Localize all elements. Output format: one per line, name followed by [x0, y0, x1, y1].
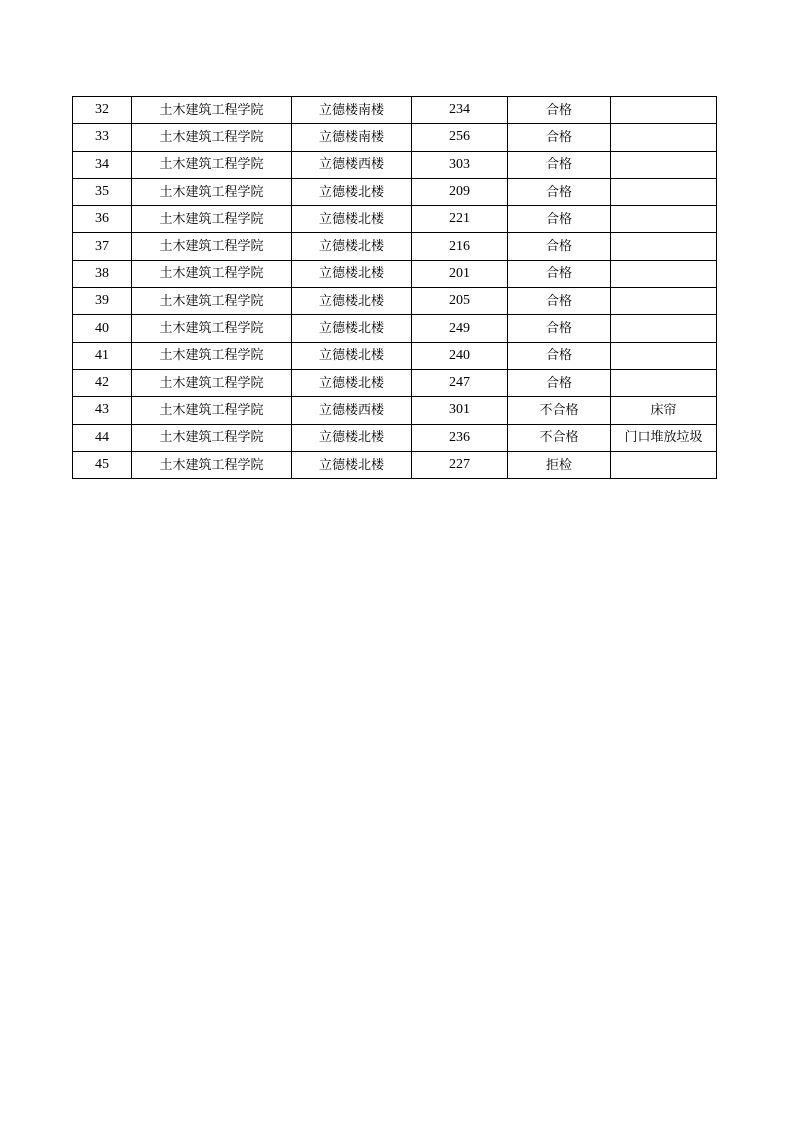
- room-number: 234: [412, 97, 508, 124]
- inspection-result: 合格: [508, 288, 611, 315]
- room-number: 221: [412, 206, 508, 233]
- row-number: 41: [73, 342, 132, 369]
- remark: [611, 451, 717, 478]
- row-number: 35: [73, 178, 132, 205]
- room-number: 227: [412, 451, 508, 478]
- table-row: [73, 151, 717, 178]
- building-name: 立德楼北楼: [292, 206, 412, 233]
- remark: 门口堆放垃圾: [611, 424, 717, 451]
- college-name: 土木建筑工程学院: [132, 288, 292, 315]
- table-row: [73, 260, 717, 287]
- row-number: 39: [73, 288, 132, 315]
- building-name: 立德楼南楼: [292, 124, 412, 151]
- table-row: [73, 451, 717, 478]
- building-name: 立德楼北楼: [292, 315, 412, 342]
- room-number: 301: [412, 397, 508, 424]
- row-number: 38: [73, 260, 132, 287]
- inspection-result: 合格: [508, 97, 611, 124]
- room-number: 249: [412, 315, 508, 342]
- building-name: 立德楼西楼: [292, 151, 412, 178]
- row-number: 34: [73, 151, 132, 178]
- remark: [611, 124, 717, 151]
- college-name: 土木建筑工程学院: [132, 233, 292, 260]
- remark: [611, 151, 717, 178]
- table-row: [73, 424, 717, 451]
- inspection-result: 合格: [508, 315, 611, 342]
- table-row: [73, 124, 717, 151]
- college-name: 土木建筑工程学院: [132, 451, 292, 478]
- building-name: 立德楼北楼: [292, 424, 412, 451]
- remark: [611, 233, 717, 260]
- row-number: 45: [73, 451, 132, 478]
- table-row: [73, 342, 717, 369]
- remark: [611, 369, 717, 396]
- inspection-result: 合格: [508, 342, 611, 369]
- college-name: 土木建筑工程学院: [132, 342, 292, 369]
- building-name: 立德楼北楼: [292, 342, 412, 369]
- building-name: 立德楼北楼: [292, 178, 412, 205]
- room-number: 256: [412, 124, 508, 151]
- building-name: 立德楼北楼: [292, 260, 412, 287]
- dorm-inspection-table: [72, 96, 717, 479]
- building-name: 立德楼北楼: [292, 288, 412, 315]
- room-number: 236: [412, 424, 508, 451]
- remark: [611, 260, 717, 287]
- row-number: 40: [73, 315, 132, 342]
- inspection-result: 合格: [508, 233, 611, 260]
- table-row: [73, 97, 717, 124]
- inspection-result: 合格: [508, 124, 611, 151]
- college-name: 土木建筑工程学院: [132, 315, 292, 342]
- inspection-result: 合格: [508, 369, 611, 396]
- remark: [611, 315, 717, 342]
- college-name: 土木建筑工程学院: [132, 124, 292, 151]
- table-row: [73, 397, 717, 424]
- building-name: 立德楼北楼: [292, 233, 412, 260]
- room-number: 216: [412, 233, 508, 260]
- table-row: [73, 315, 717, 342]
- room-number: 247: [412, 369, 508, 396]
- remark: [611, 206, 717, 233]
- row-number: 44: [73, 424, 132, 451]
- room-number: 205: [412, 288, 508, 315]
- college-name: 土木建筑工程学院: [132, 260, 292, 287]
- remark: [611, 288, 717, 315]
- remark: [611, 342, 717, 369]
- inspection-result: 合格: [508, 151, 611, 178]
- building-name: 立德楼北楼: [292, 451, 412, 478]
- building-name: 立德楼西楼: [292, 397, 412, 424]
- room-number: 303: [412, 151, 508, 178]
- inspection-result: 不合格: [508, 424, 611, 451]
- row-number: 37: [73, 233, 132, 260]
- remark: [611, 97, 717, 124]
- row-number: 32: [73, 97, 132, 124]
- row-number: 42: [73, 369, 132, 396]
- college-name: 土木建筑工程学院: [132, 178, 292, 205]
- inspection-result: 拒检: [508, 451, 611, 478]
- inspection-result: 合格: [508, 178, 611, 205]
- college-name: 土木建筑工程学院: [132, 424, 292, 451]
- building-name: 立德楼北楼: [292, 369, 412, 396]
- room-number: 240: [412, 342, 508, 369]
- row-number: 36: [73, 206, 132, 233]
- row-number: 33: [73, 124, 132, 151]
- college-name: 土木建筑工程学院: [132, 369, 292, 396]
- table-row: [73, 288, 717, 315]
- college-name: 土木建筑工程学院: [132, 397, 292, 424]
- room-number: 209: [412, 178, 508, 205]
- building-name: 立德楼南楼: [292, 97, 412, 124]
- table-row: [73, 206, 717, 233]
- inspection-result: 不合格: [508, 397, 611, 424]
- table-row: [73, 178, 717, 205]
- remark: [611, 178, 717, 205]
- college-name: 土木建筑工程学院: [132, 151, 292, 178]
- room-number: 201: [412, 260, 508, 287]
- remark: 床帘: [611, 397, 717, 424]
- inspection-result: 合格: [508, 206, 611, 233]
- inspection-result: 合格: [508, 260, 611, 287]
- inspection-sheet: [72, 96, 717, 479]
- college-name: 土木建筑工程学院: [132, 206, 292, 233]
- college-name: 土木建筑工程学院: [132, 97, 292, 124]
- row-number: 43: [73, 397, 132, 424]
- table-row: [73, 369, 717, 396]
- table-row: [73, 233, 717, 260]
